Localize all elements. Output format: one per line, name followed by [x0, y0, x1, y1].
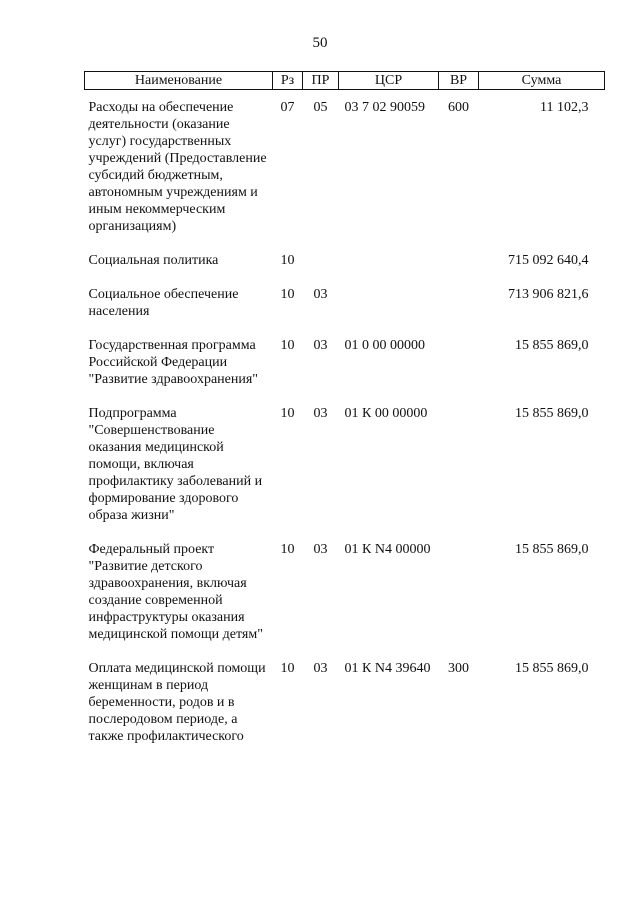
- cell-pr: [303, 252, 339, 286]
- cell-pr: 05: [313, 100, 328, 115]
- cell-sum: 15 855 869,0: [515, 661, 589, 676]
- cell-name: Расходы на обеспечение деятельности (оказание услуг) государственных учреждений (Предоставление субсидий бюджетным, автономным учреждениям и иным некоммерческим организациям): [88, 100, 267, 234]
- cell-name: Социальная политика: [88, 253, 219, 268]
- cell-name: Оплата медицинской помощи женщинам в период беременности, родов и в послеродовом периоде, а также профилактического: [88, 661, 266, 744]
- header-pr: ПР: [303, 72, 339, 90]
- cell-rz: 10: [280, 287, 295, 302]
- cell-pr: 03: [313, 287, 328, 302]
- cell-name: Социальное обеспечение населения: [88, 287, 239, 319]
- page-number: 50: [312, 35, 328, 51]
- cell-csr: [339, 286, 439, 337]
- cell-pr: 03: [313, 406, 328, 421]
- cell-sum: 713 906 821,6: [508, 287, 589, 302]
- cell-rz: 10: [280, 253, 295, 268]
- table-row: [85, 541, 605, 660]
- table-row: [85, 660, 605, 762]
- cell-csr: [339, 252, 439, 286]
- cell-pr: 03: [313, 661, 328, 676]
- cell-rz: 10: [280, 542, 295, 557]
- cell-rz: 10: [280, 406, 295, 421]
- cell-vr: [439, 405, 479, 541]
- table-row: [85, 405, 605, 541]
- header-sum: Сумма: [479, 72, 605, 90]
- cell-csr: 01 К 00 00000: [344, 406, 428, 421]
- cell-sum: 11 102,3: [540, 100, 589, 115]
- cell-csr: 03 7 02 90059: [344, 100, 425, 115]
- cell-vr: [439, 541, 479, 660]
- table-row: [85, 337, 605, 405]
- cell-name: Федеральный проект "Развитие детского здравоохранения, включая создание современной инфраструктуры оказания медицинской помощи детям": [88, 542, 263, 642]
- table-header-row: [85, 72, 605, 90]
- table-row: [85, 286, 605, 337]
- cell-vr: [439, 286, 479, 337]
- header-rz: Рз: [273, 72, 303, 90]
- cell-sum: 15 855 869,0: [515, 542, 589, 557]
- header-name: Наименование: [85, 72, 273, 90]
- cell-vr: 600: [448, 100, 469, 115]
- table-row: [85, 90, 605, 253]
- header-csr: ЦСР: [339, 72, 439, 90]
- cell-csr: 01 К N4 00000: [344, 542, 431, 557]
- cell-csr: 01 К N4 39640: [344, 661, 431, 676]
- cell-csr: 01 0 00 00000: [344, 338, 425, 353]
- cell-rz: 10: [280, 661, 295, 676]
- cell-pr: 03: [313, 338, 328, 353]
- cell-sum: 715 092 640,4: [508, 253, 589, 268]
- header-vr: ВР: [439, 72, 479, 90]
- cell-vr: [439, 252, 479, 286]
- table-row: [85, 252, 605, 286]
- cell-rz: 10: [280, 338, 295, 353]
- cell-sum: 15 855 869,0: [515, 338, 589, 353]
- cell-vr: [439, 337, 479, 405]
- cell-sum: 15 855 869,0: [515, 406, 589, 421]
- cell-rz: 07: [280, 100, 295, 115]
- cell-name: Государственная программа Российской Федерации "Развитие здравоохранения": [88, 338, 259, 387]
- cell-vr: 300: [448, 661, 469, 676]
- budget-table: [84, 71, 605, 762]
- cell-pr: 03: [313, 542, 328, 557]
- cell-name: Подпрограмма "Совершенствование оказания медицинской помощи, включая профилактику заболеваний и формирование здорового образа жизни": [88, 406, 263, 523]
